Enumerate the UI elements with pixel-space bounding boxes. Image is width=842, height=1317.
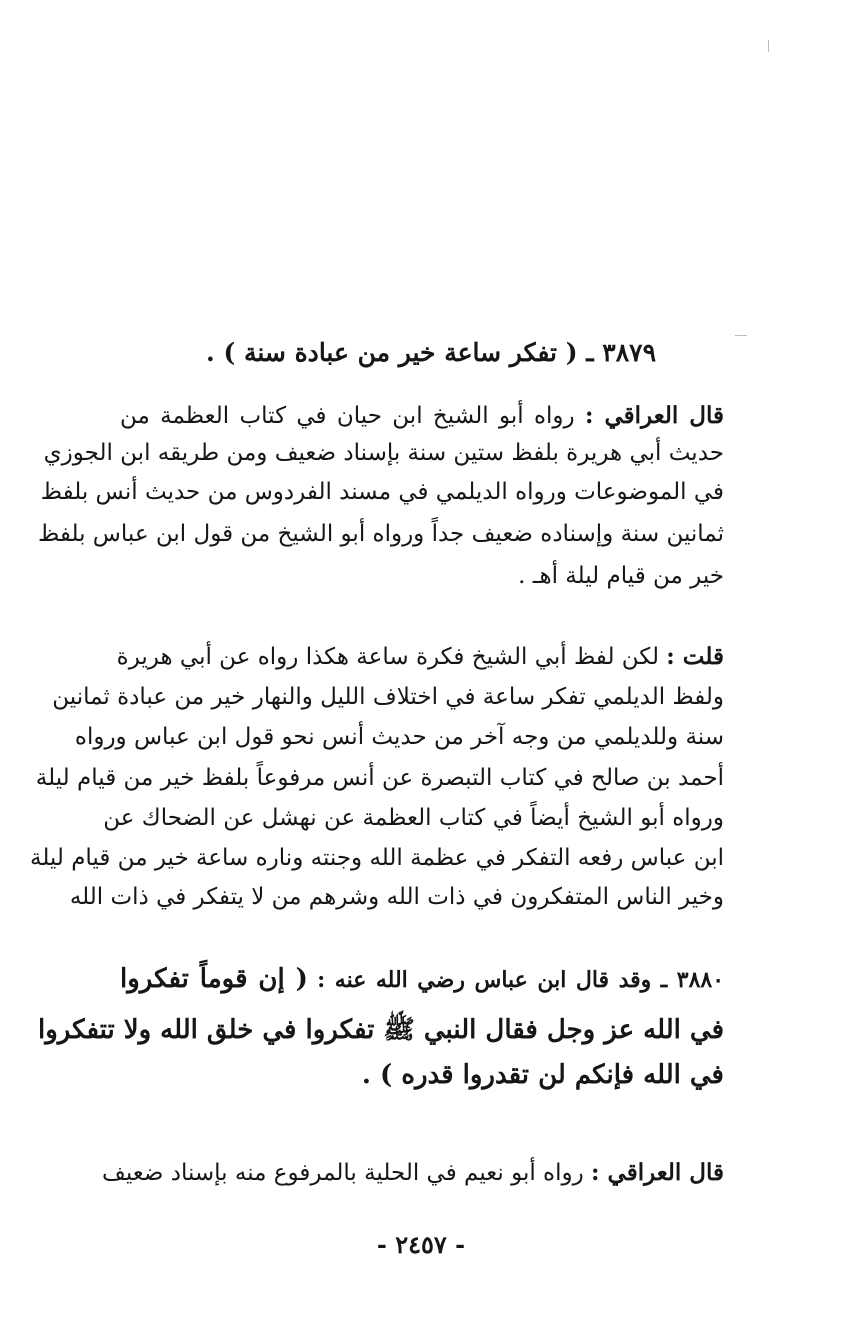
text-segment: لكن لفظ أبي الشيخ فكرة ساعة هكذا رواه عن أبي هريرة [116, 644, 659, 670]
speaker-label: قلت : [666, 643, 724, 670]
hadith-text-line: في الله عز وجل فقال النبي ﷺ تفكروا في خلق الله ولا تتفكروا [37, 1015, 724, 1045]
speaker-label: قال العراقي : [584, 402, 724, 429]
text-line: أحمد بن صالح في كتاب التبصرة عن أنس مرفوعاً بلفظ خير من قيام ليلة [35, 765, 724, 791]
scan-mark [735, 335, 747, 336]
text-line: وخير الناس المتفكرون في ذات الله وشرهم من لا يتفكر في ذات الله [69, 884, 724, 910]
text-line: ثمانين سنة وإسناده ضعيف جداً ورواه أبو الشيخ من قول ابن عباس بلفظ [38, 521, 724, 547]
speaker-label: قال العراقي : [591, 1159, 724, 1186]
text-line: سنة وللديلمي من وجه آخر من حديث أنس نحو قول ابن عباس ورواه [74, 724, 724, 750]
text-segment: رواه أبو الشيخ ابن حيان في كتاب العظمة من [120, 403, 575, 429]
hadith-text-line: في الله فإنكم لن تقدروا قدره ) . [361, 1060, 724, 1090]
hadith-heading: ٣٨٧٩ ـ ( تفكر ساعة خير من عبادة سنة ) . [206, 338, 656, 367]
text-line: خير من قيام ليلة أهـ . [518, 563, 724, 589]
hadith-intro: ٣٨٨٠ ـ وقد قال ابن عباس رضي الله عنه : [317, 967, 725, 993]
text-line [120, 400, 724, 432]
text-line [120, 963, 724, 995]
page-number: - ٢٤٥٧ - [376, 1230, 466, 1259]
text-line [102, 1157, 724, 1189]
text-line: ورواه أبو الشيخ أيضاً في كتاب العظمة عن نهشل عن الضحاك عن [103, 805, 724, 831]
text-line: ابن عباس رفعه التفكر في عظمة الله وجنته وناره ساعة خير من قيام ليلة [29, 845, 724, 871]
hadith-text: ( إن قوماً تفكروا [120, 964, 308, 994]
text-line [116, 641, 724, 673]
text-line: في الموضوعات ورواه الديلمي في مسند الفردوس من حديث أنس بلفظ [40, 479, 724, 505]
scan-mark [768, 40, 769, 52]
text-segment: رواه أبو نعيم في الحلية بالمرفوع منه بإسناد ضعيف [102, 1160, 584, 1186]
text-line: حديث أبي هريرة بلفظ ستين سنة بإسناد ضعيف ومن طريقه ابن الجوزي [43, 440, 724, 466]
text-line: ولفظ الديلمي تفكر ساعة في اختلاف الليل والنهار خير من عبادة ثمانين [52, 684, 724, 710]
